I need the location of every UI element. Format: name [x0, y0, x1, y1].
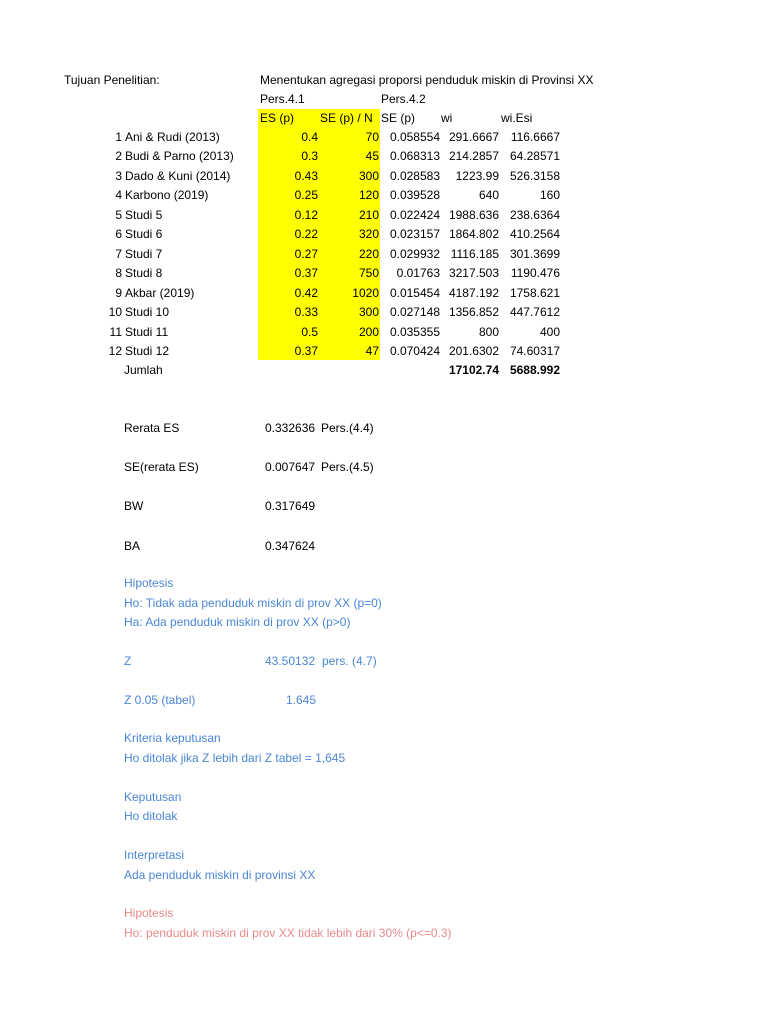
row-se: 0.029932 [389, 247, 440, 261]
row-es: 0.43 [294, 169, 318, 183]
row-number: 1 [115, 130, 122, 144]
row-n: 1020 [352, 286, 379, 300]
row-study-name: Budi & Parno (2013) [125, 149, 234, 163]
row-number: 8 [115, 266, 122, 280]
row-wiesi: 447.7612 [509, 305, 560, 319]
row-study-name: Dado & Kuni (2014) [125, 169, 231, 183]
row-study-name: Karbono (2019) [125, 188, 209, 202]
mean-ref: Pers.(4.4) [321, 421, 374, 435]
row-es: 0.12 [294, 208, 318, 222]
z-label: Z [124, 654, 132, 668]
row-es: 0.27 [294, 247, 318, 261]
row-wiesi: 301.3699 [509, 247, 560, 261]
se-value: 0.007647 [265, 460, 316, 474]
purpose-label: Tujuan Penelitian: [64, 73, 160, 87]
row-n: 320 [358, 227, 379, 241]
row-wi: 1356.852 [448, 305, 499, 319]
z-table-value: 1.645 [286, 693, 317, 707]
row-wi: 1223.99 [455, 169, 499, 183]
row-se: 0.039528 [389, 188, 440, 202]
col-wi: wi [441, 111, 453, 125]
bw-value: 0.317649 [265, 499, 316, 513]
row-se: 0.028583 [389, 169, 440, 183]
total-wiesi: 5688.992 [509, 363, 560, 377]
row-wiesi: 238.6364 [509, 208, 560, 222]
row-n: 210 [358, 208, 379, 222]
total-label: Jumlah [124, 363, 163, 377]
row-number: 7 [115, 247, 122, 261]
row-es: 0.33 [294, 305, 318, 319]
row-wiesi: 64.28571 [509, 149, 560, 163]
interpretation-title: Interpretasi [124, 848, 185, 862]
row-study-name: Studi 6 [125, 227, 163, 241]
col-n: SE (p) / N [320, 111, 373, 125]
col-se: SE (p) [381, 111, 416, 125]
row-se: 0.015454 [389, 286, 440, 300]
row-wiesi: 1758.621 [509, 286, 560, 300]
row-wiesi: 116.6667 [510, 130, 560, 144]
row-n: 70 [365, 130, 379, 144]
row-n: 300 [358, 305, 379, 319]
row-wiesi: 160 [539, 188, 560, 202]
hypothesis2-title: Hipotesis [124, 906, 174, 920]
ha-text: Ha: Ada penduduk miskin di prov XX (p>0) [124, 615, 351, 629]
row-wi: 1116.185 [450, 247, 499, 261]
row-n: 750 [358, 266, 379, 280]
row-number: 12 [108, 344, 122, 358]
row-number: 2 [115, 149, 122, 163]
row-wiesi: 400 [539, 325, 560, 339]
row-es: 0.42 [294, 286, 318, 300]
row-n: 47 [365, 344, 379, 358]
row-study-name: Ani & Rudi (2013) [125, 130, 220, 144]
row-wi: 1864.802 [448, 227, 499, 241]
bw-label: BW [124, 499, 144, 513]
row-se: 0.027148 [389, 305, 440, 319]
row-wiesi: 410.2564 [509, 227, 560, 241]
row-es: 0.3 [301, 149, 318, 163]
se-label: SE(rerata ES) [124, 460, 199, 474]
pers-4-2-label: Pers.4.2 [381, 92, 426, 106]
se-ref: Pers.(4.5) [321, 460, 374, 474]
pers-4-1-label: Pers.4.1 [260, 92, 305, 106]
row-study-name: Studi 8 [125, 266, 163, 280]
row-es: 0.22 [294, 227, 318, 241]
row-es: 0.4 [301, 130, 318, 144]
row-se: 0.022424 [389, 208, 440, 222]
decision-title: Keputusan [124, 790, 182, 804]
ba-value: 0.347624 [265, 539, 316, 553]
col-es: ES (p) [260, 111, 295, 125]
row-se: 0.023157 [389, 227, 440, 241]
row-se: 0.068313 [389, 149, 440, 163]
row-se: 0.035355 [389, 325, 440, 339]
row-n: 120 [358, 188, 379, 202]
row-n: 200 [358, 325, 379, 339]
row-n: 220 [358, 247, 379, 261]
row-wiesi: 1190.476 [510, 266, 560, 280]
row-study-name: Studi 10 [125, 305, 170, 319]
col-wiesi: wi.Esi [501, 111, 533, 125]
criteria-text: Ho ditolak jika Z lebih dari Z tabel = 1,645 [124, 751, 346, 765]
row-wi: 291.6667 [448, 130, 499, 144]
row-number: 9 [115, 286, 122, 300]
h0-text: Ho: Tidak ada penduduk miskin di prov XX (p=0) [124, 596, 382, 610]
row-wiesi: 526.3158 [509, 169, 560, 183]
row-wi: 640 [478, 188, 499, 202]
mean-value: 0.332636 [265, 421, 316, 435]
row-n: 45 [365, 149, 379, 163]
row-wi: 3217.503 [448, 266, 499, 280]
row-number: 4 [115, 188, 122, 202]
row-study-name: Studi 12 [125, 344, 170, 358]
purpose-text: Menentukan agregasi proporsi penduduk miskin di Provinsi XX [260, 73, 594, 87]
row-es: 0.25 [294, 188, 318, 202]
row-es: 0.37 [294, 266, 318, 280]
z-value: 43.50132 [265, 654, 316, 668]
row-se: 0.01763 [396, 266, 440, 280]
h0-2-text: Ho: penduduk miskin di prov XX tidak lebih dari 30% (p<=0.3) [124, 926, 452, 940]
row-wi: 214.2857 [448, 149, 499, 163]
row-number: 10 [108, 305, 122, 319]
row-number: 11 [109, 325, 122, 339]
row-number: 5 [115, 208, 122, 222]
row-study-name: Studi 5 [125, 208, 163, 222]
row-wi: 1988.636 [448, 208, 499, 222]
z-ref: pers. (4.7) [322, 654, 377, 668]
row-number: 6 [115, 227, 122, 241]
interpretation-text: Ada penduduk miskin di provinsi XX [124, 868, 316, 882]
mean-label: Rerata ES [124, 421, 180, 435]
row-es: 0.5 [301, 325, 318, 339]
z-table-label: Z 0.05 (tabel) [124, 693, 196, 707]
decision-text: Ho ditolak [124, 809, 178, 823]
row-study-name: Studi 7 [125, 247, 163, 261]
row-number: 3 [115, 169, 122, 183]
row-n: 300 [358, 169, 379, 183]
row-wi: 4187.192 [448, 286, 499, 300]
row-wi: 201.6302 [448, 344, 499, 358]
total-wi: 17102.74 [448, 363, 499, 377]
row-se: 0.070424 [389, 344, 440, 358]
row-wi: 800 [478, 325, 499, 339]
row-study-name: Akbar (2019) [125, 286, 195, 300]
row-se: 0.058554 [389, 130, 440, 144]
ba-label: BA [124, 539, 141, 553]
row-wiesi: 74.60317 [509, 344, 560, 358]
hypothesis-title: Hipotesis [124, 576, 174, 590]
row-es: 0.37 [294, 344, 318, 358]
criteria-title: Kriteria keputusan [124, 731, 221, 745]
row-study-name: Studi 11 [125, 325, 169, 339]
